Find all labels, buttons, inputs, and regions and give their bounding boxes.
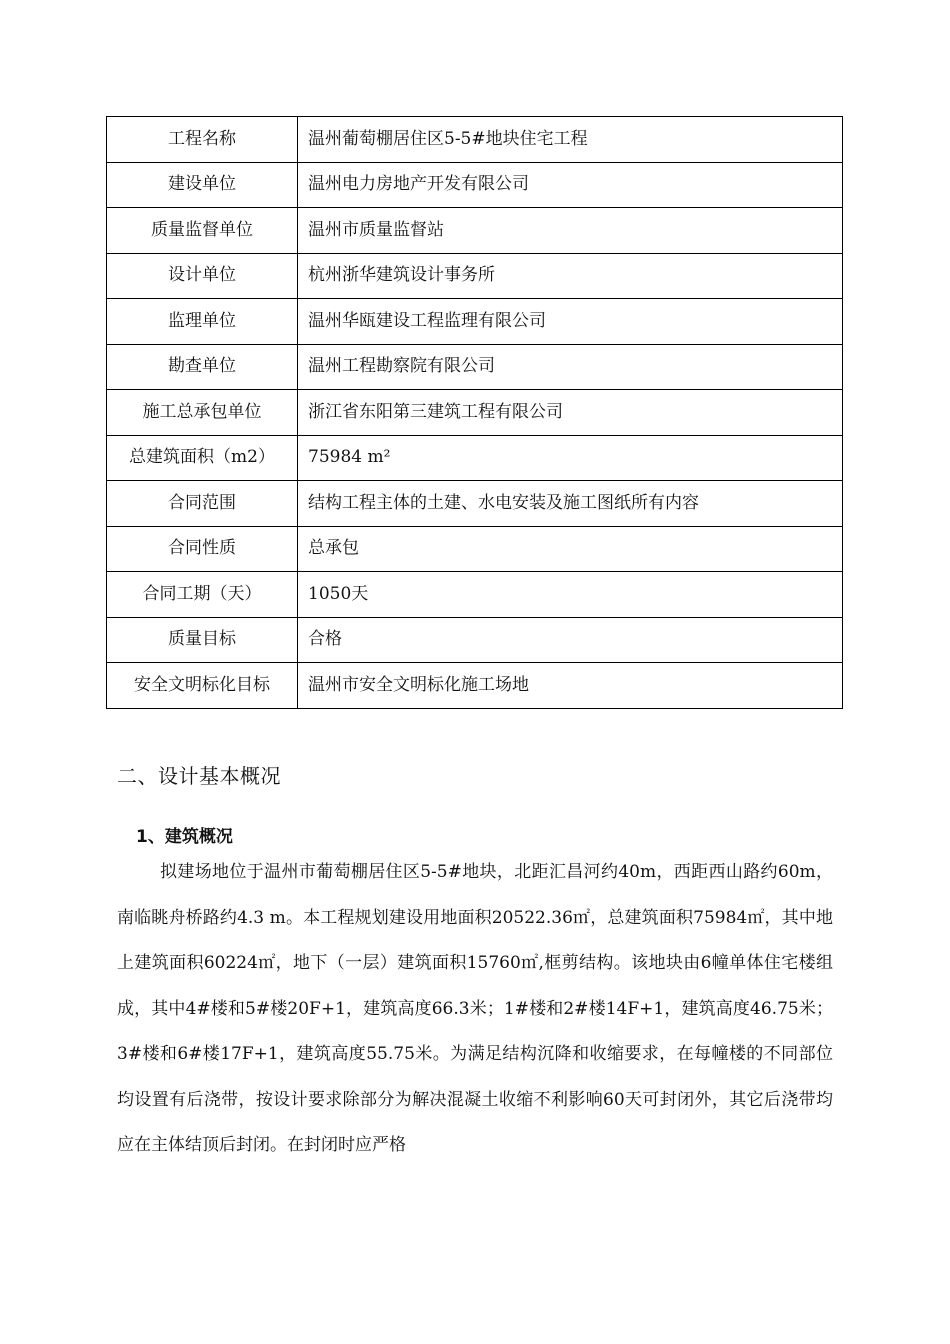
- table-row: [107, 390, 843, 436]
- row-value: 75984 m²: [298, 435, 843, 481]
- row-label: 安全文明标化目标: [107, 663, 298, 709]
- row-value: 温州市安全文明标化施工场地: [298, 663, 843, 709]
- table-row: [107, 663, 843, 709]
- table-row: [107, 344, 843, 390]
- row-label: 质量目标: [107, 617, 298, 663]
- row-value: 杭州浙华建筑设计事务所: [298, 253, 843, 299]
- project-info-table-body: [107, 117, 843, 709]
- table-row: [107, 253, 843, 299]
- table-row: [107, 572, 843, 618]
- row-label: 质量监督单位: [107, 208, 298, 254]
- row-value: 总承包: [298, 526, 843, 572]
- row-value: 温州电力房地产开发有限公司: [298, 162, 843, 208]
- section-heading: 二、设计基本概况: [117, 764, 281, 788]
- row-value: 1050天: [298, 572, 843, 618]
- row-value: 温州华瓯建设工程监理有限公司: [298, 299, 843, 345]
- row-label: 建设单位: [107, 162, 298, 208]
- row-label: 合同范围: [107, 481, 298, 527]
- row-value: 结构工程主体的土建、水电安装及施工图纸所有内容: [298, 481, 843, 527]
- row-label: 工程名称: [107, 117, 298, 163]
- table-row: [107, 162, 843, 208]
- table-row: [107, 526, 843, 572]
- sub-heading: 1、建筑概况: [136, 827, 233, 847]
- table-row: [107, 117, 843, 163]
- table-row: [107, 435, 843, 481]
- table-row: [107, 299, 843, 345]
- row-label: 总建筑面积（m2）: [107, 435, 298, 481]
- table-row: [107, 617, 843, 663]
- row-label: 施工总承包单位: [107, 390, 298, 436]
- row-label: 合同性质: [107, 526, 298, 572]
- table-row: [107, 481, 843, 527]
- table-row: [107, 208, 843, 254]
- row-value: 温州葡萄棚居住区5-5#地块住宅工程: [298, 117, 843, 163]
- row-value: 温州市质量监督站: [298, 208, 843, 254]
- row-value: 合格: [298, 617, 843, 663]
- row-value: 浙江省东阳第三建筑工程有限公司: [298, 390, 843, 436]
- row-label: 监理单位: [107, 299, 298, 345]
- row-label: 设计单位: [107, 253, 298, 299]
- row-label: 合同工期（天）: [107, 572, 298, 618]
- body-paragraph: 拟建场地位于温州市葡萄棚居住区5-5#地块，北距汇昌河约40m，西距西山路约60m，南临眺舟桥路约4.3 m。本工程规划建设用地面积20522.36㎡，总建筑面积75984㎡，其中地上建筑面积60224㎡，地下（一层）建筑面积15760㎡,框剪结构。该地块由6幢单体住宅楼组成，其中4#楼和5#楼20F+1，建筑高度66.3米；1#楼和2#楼14F+1，建筑高度46.75米；3#楼和6#楼17F+1，建筑高度55.75米。为满足结构沉降和收缩要求，在每幢楼的不同部位均设置有后浇带，按设计要求除部分为解决混凝土收缩不利影响60天可封闭外，其它后浇带均应在主体结顶后封闭。在封闭时应严格: [117, 862, 833, 1155]
- project-info-table: [106, 116, 843, 709]
- row-value: 温州工程勘察院有限公司: [298, 344, 843, 390]
- row-label: 勘查单位: [107, 344, 298, 390]
